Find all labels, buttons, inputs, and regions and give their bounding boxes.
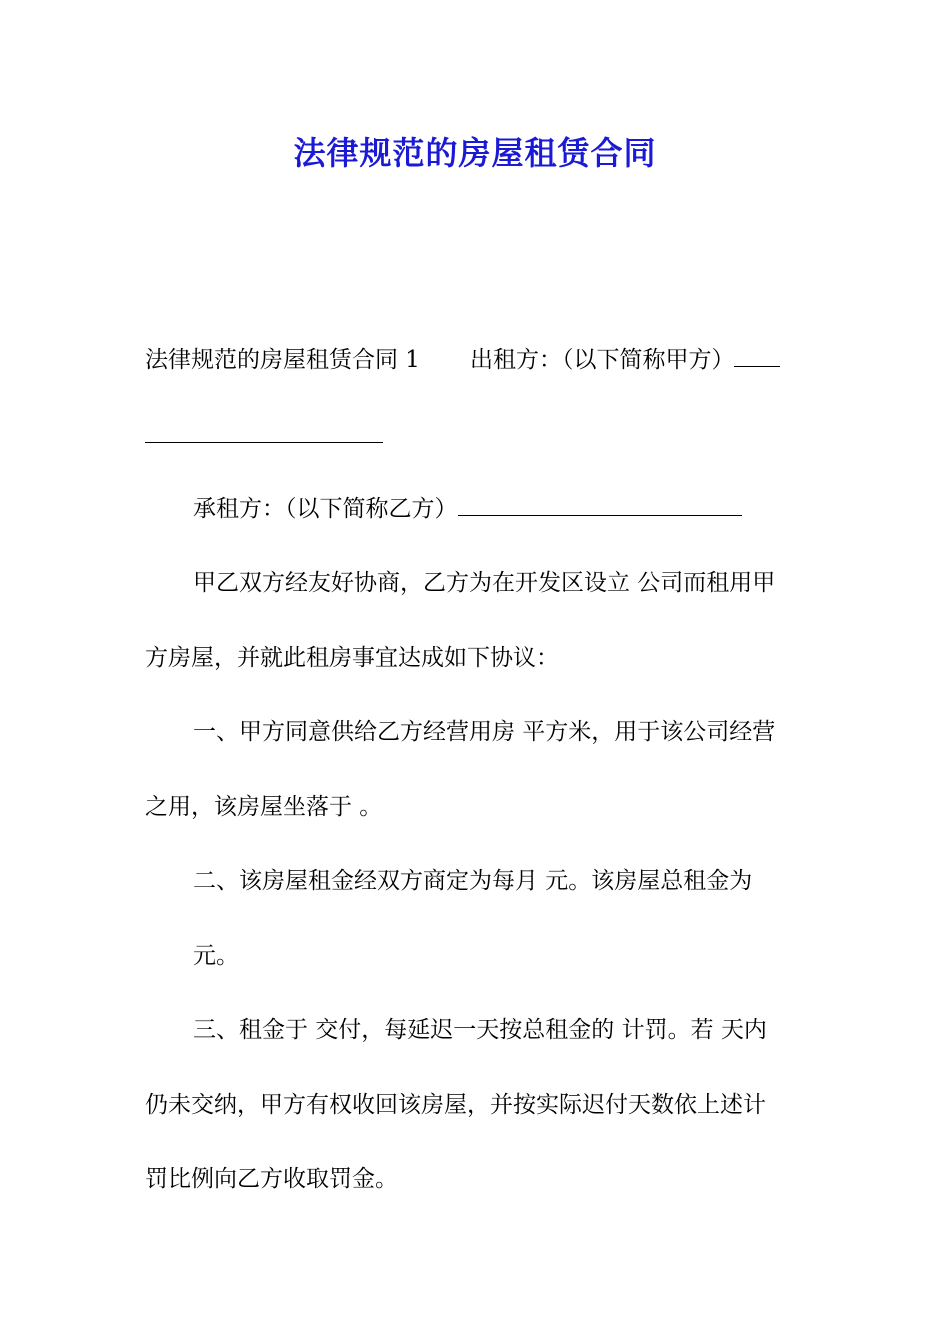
lessee-line xyxy=(193,494,742,524)
document-title: 法律规范的房屋租赁合同 xyxy=(293,134,657,172)
paragraph-line: 甲乙双方经友好协商，乙方为在开发区设立 公司而租用甲 xyxy=(193,570,776,596)
lessor-label: 出租方：（以下简称甲方） xyxy=(469,347,735,373)
clause-line: 之用，该房屋坐落于 。 xyxy=(145,794,383,820)
paragraph-line: 方房屋，并就此租房事宜达成如下协议： xyxy=(145,645,559,671)
clause-line: 罚比例向乙方收取罚金。 xyxy=(145,1166,398,1192)
intro-heading: 法律规范的房屋租赁合同 1 xyxy=(145,347,420,373)
clause-line: 二、该房屋租金经双方商定为每月 元。该房屋总租金为 xyxy=(193,868,753,894)
lessor-line xyxy=(145,345,780,375)
clause-line: 三、租金于 交付，每延迟一天按总租金的 计罚。若 天内 xyxy=(193,1017,767,1043)
clause-line: 仍未交纳，甲方有权收回该房屋，并按实际迟付天数依上述计 xyxy=(145,1092,766,1118)
clause-line: 一、甲方同意供给乙方经营用房 平方米，用于该公司经营 xyxy=(193,719,776,745)
lessor-blank xyxy=(734,346,780,367)
lessor-blank-continuation xyxy=(145,442,383,443)
lessee-blank xyxy=(458,495,742,516)
lessee-label: 承租方：（以下简称乙方） xyxy=(193,496,458,522)
clause-line: 元。 xyxy=(193,943,239,969)
